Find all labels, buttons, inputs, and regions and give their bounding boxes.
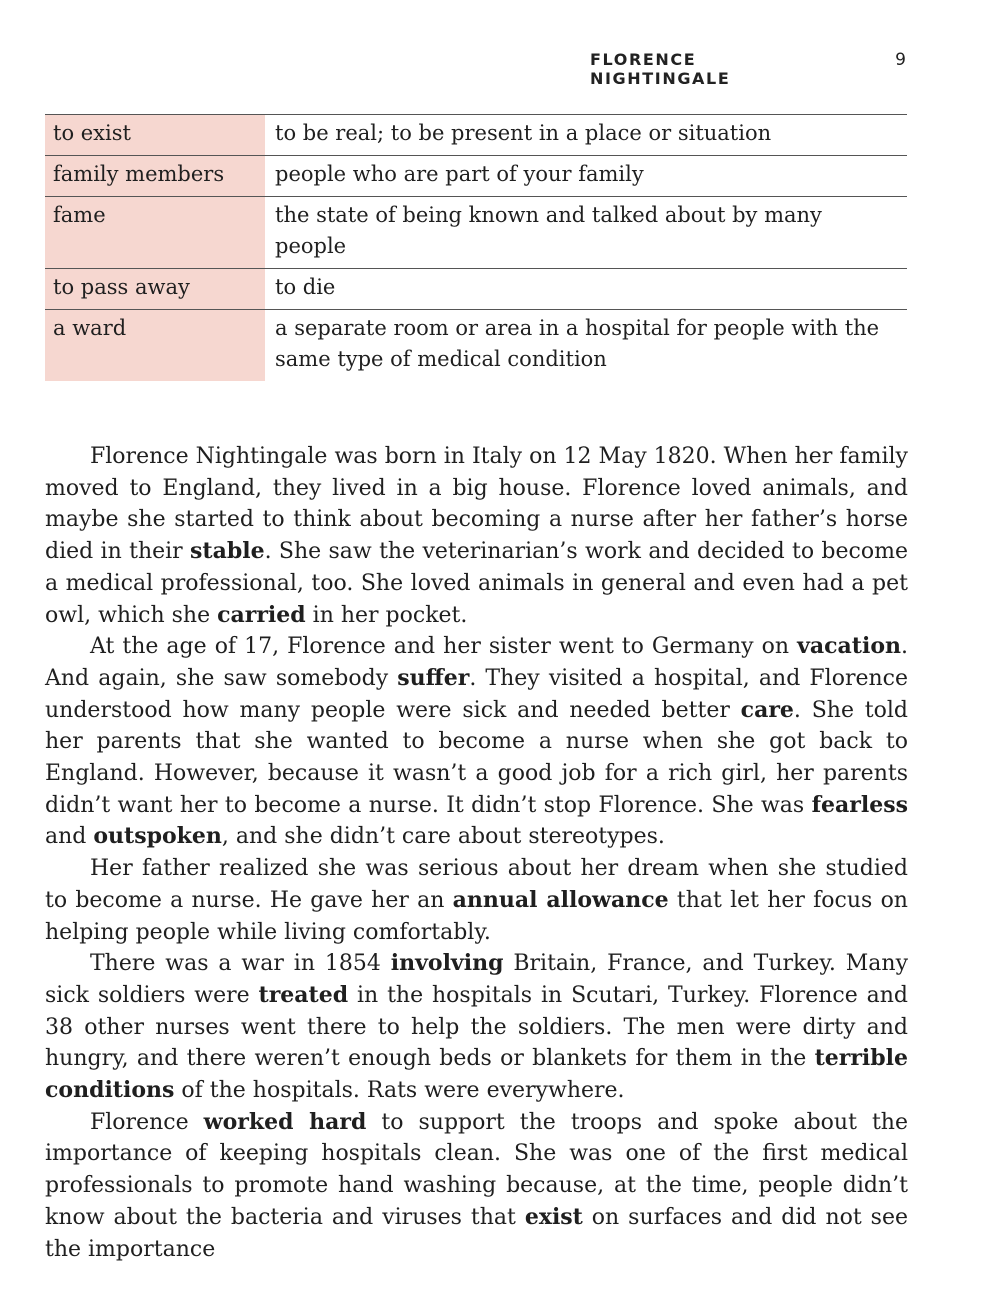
text-run: that let her focus on helping people while living comfortably.: [45, 887, 908, 945]
vocabulary-word: treated: [258, 981, 349, 1008]
vocabulary-table: [45, 114, 907, 381]
vocabulary-definition: the state of being known and talked about by many people: [275, 203, 822, 258]
vocabulary-word: exist: [524, 1203, 583, 1230]
text-run: to support the troops and spoke about the importance of keeping hospitals clean. She was one of the first medical professionals to promote hand washing because, at the time, people didn’t know about the bacteria and viruses that: [45, 1109, 908, 1230]
vocabulary-word: involving: [390, 950, 504, 977]
text-run: and: [45, 824, 94, 850]
text-run: , and she didn’t care about stereotypes.: [221, 824, 665, 850]
text-run: . She told her parents that she wanted to become a nurse when she got back to England. However, because it wasn’t a good job for a rich girl, her parents didn’t want her to become a nurse. It didn’t stop Florence. She was: [45, 697, 908, 818]
vocabulary-term: to exist: [45, 115, 265, 155]
text-run: . They visited a hospital, and Florence understood how many people were sick and needed better: [45, 665, 908, 723]
vocabulary-term: a ward: [45, 310, 265, 381]
paragraph: [45, 853, 908, 948]
paragraph: [45, 948, 908, 1107]
vocabulary-word: worked hard: [203, 1108, 367, 1135]
vocabulary-definition: a separate room or area in a hospital for people with the same type of medical condition: [275, 316, 880, 371]
text-run: in the hospitals in Scutari, Turkey. Florence and 38 other nurses went there to help the soldiers. The men were dirty and hungry, and there weren’t enough beds or blankets for them in the: [45, 982, 908, 1072]
text-run: . She saw the veterinarian’s work and decided to become a medical professional, too. She loved animals in general and even had a pet owl, which she: [45, 539, 908, 628]
vocabulary-row: [45, 115, 907, 156]
text-run: of the hospitals. Rats were everywhere.: [174, 1078, 625, 1104]
vocabulary-word: annual allowance: [452, 886, 669, 913]
vocabulary-word: carried: [217, 601, 306, 628]
vocabulary-term: family members: [45, 156, 265, 196]
vocabulary-word: fearless: [811, 791, 908, 818]
vocabulary-word: outspoken: [93, 823, 222, 850]
text-run: Her father realized she was serious about her dream when she studied to become a nurse. He gave her an: [45, 856, 908, 913]
vocabulary-word: stable: [190, 538, 265, 565]
vocabulary-term: to pass away: [45, 269, 265, 309]
paragraph: [45, 1107, 908, 1266]
vocabulary-word: vacation: [797, 633, 901, 660]
vocabulary-definition: to die: [275, 275, 336, 299]
text-run: Britain, France, and Turkey. Many sick soldiers were: [45, 951, 909, 1008]
vocabulary-term: fame: [45, 197, 265, 268]
vocabulary-word: suffer: [397, 664, 470, 691]
body-text: [45, 441, 908, 1265]
paragraph: [45, 631, 908, 853]
vocabulary-word: care: [740, 696, 794, 723]
vocabulary-row: [45, 269, 907, 310]
vocabulary-row: [45, 197, 907, 269]
text-run: . And again, she saw somebody: [45, 634, 908, 691]
page-number: 9: [895, 50, 906, 70]
text-run: There was a war in 1854: [90, 951, 391, 977]
text-run: Florence: [90, 1109, 204, 1135]
vocabulary-definition: people who are part of your family: [275, 162, 644, 186]
vocabulary-row: [45, 156, 907, 197]
vocabulary-definition: to be real; to be present in a place or situation: [275, 121, 772, 145]
text-run: in her pocket.: [305, 602, 468, 628]
text-run: At the age of 17, Florence and her sister went to Germany on: [90, 634, 798, 660]
running-title: FLORENCE NIGHTINGALE: [590, 50, 731, 88]
vocabulary-row: [45, 310, 907, 381]
running-header: [590, 50, 910, 88]
text-run: Florence Nightingale was born in Italy on 12 May 1820. When her family moved to England, they lived in a big house. Florence loved animals, and maybe she started to think about becoming a nurse after her father’s horse died in their: [45, 444, 908, 565]
paragraph: [45, 441, 908, 631]
text-run: on surfaces and did not see the importance: [45, 1204, 908, 1262]
vocabulary-word: terrible conditions: [45, 1045, 908, 1104]
